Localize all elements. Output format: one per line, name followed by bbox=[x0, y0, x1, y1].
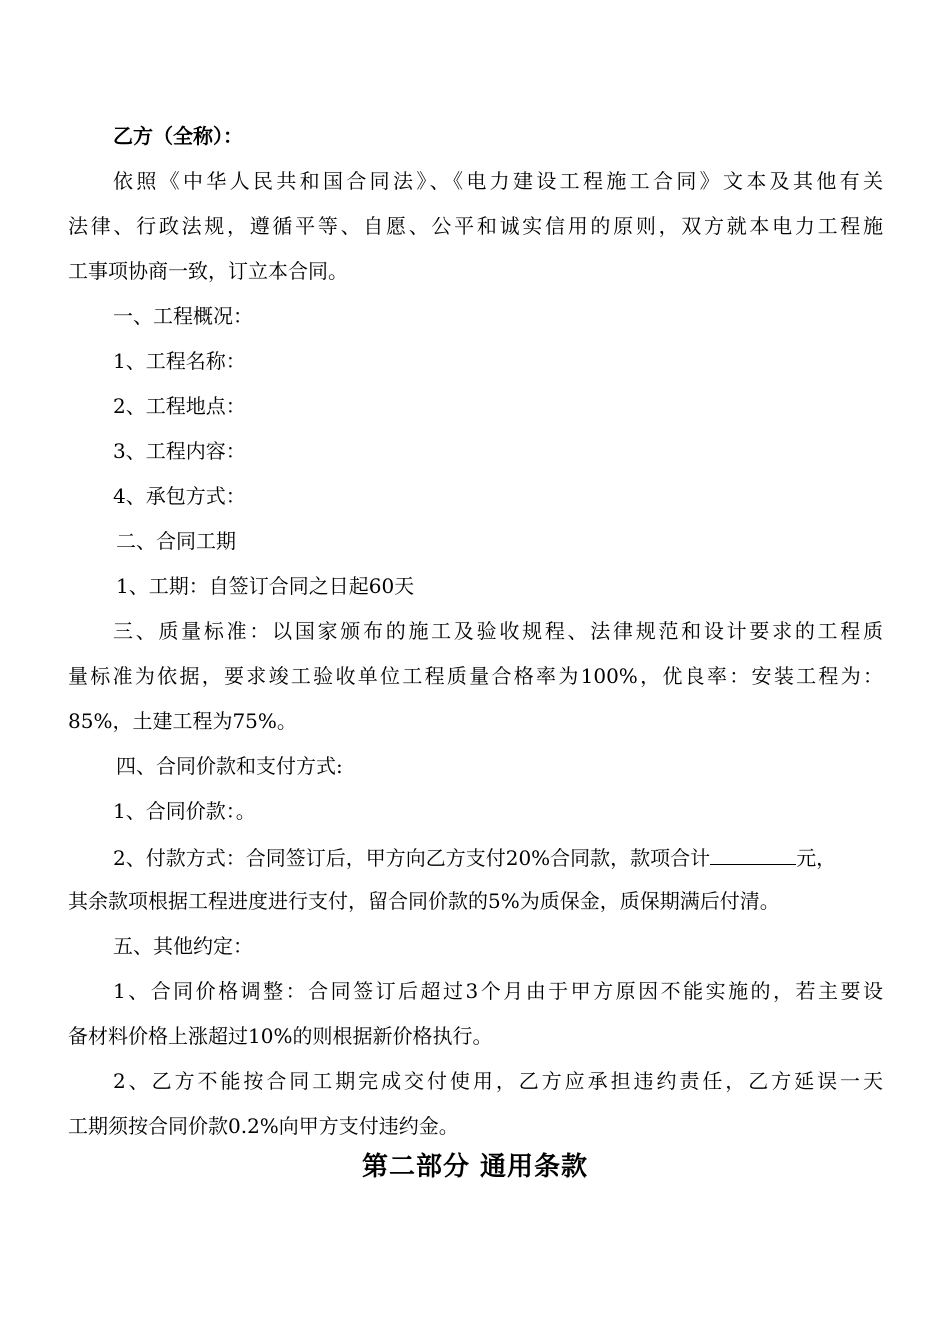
section-1-item: 3、工程内容： bbox=[113, 439, 246, 463]
section-4-item-2-line-1 bbox=[113, 842, 883, 872]
section-2-heading: 二、合同工期 bbox=[116, 529, 236, 553]
amount-blank[interactable] bbox=[710, 842, 796, 865]
party-b-label: 乙方（全称）： bbox=[113, 124, 243, 148]
intro-line-2: 法律、行政法规，遵循平等、自愿、公平和诚实信用的原则，双方就本电力工程施 bbox=[68, 214, 883, 238]
section-5-heading: 五、其他约定： bbox=[113, 934, 253, 958]
part-2-title: 第二部分 通用条款 bbox=[361, 1152, 589, 1182]
section-3-line-3: 85%，土建工程为75%。 bbox=[68, 709, 297, 733]
section-1-item: 1、工程名称： bbox=[113, 349, 246, 373]
section-3-line-2: 量标准为依据，要求竣工验收单位工程质量合格率为100%，优良率：安装工程为： bbox=[68, 664, 883, 688]
section-5-item-1-line-1: 1、合同价格调整：合同签订后超过3个月由于甲方原因不能实施的，若主要设 bbox=[113, 979, 883, 1003]
section-5-item-2-line-1: 2、乙方不能按合同工期完成交付使用，乙方应承担违约责任，乙方延误一天 bbox=[113, 1069, 883, 1093]
intro-line-1: 依照《中华人民共和国合同法》、《电力建设工程施工合同》文本及其他有关 bbox=[113, 169, 883, 193]
payment-unit: 元， bbox=[796, 846, 837, 870]
payment-text: 2、付款方式：合同签订后，甲方向乙方支付20%合同款，款项合计 bbox=[113, 846, 711, 870]
section-5-item-2-line-2: 工期须按合同价款0.2%向甲方支付违约金。 bbox=[68, 1114, 459, 1138]
section-4-item-1: 1、合同价款：。 bbox=[113, 799, 256, 823]
section-1-item: 2、工程地点： bbox=[113, 394, 246, 418]
section-2-item: 1、工期：自签订合同之日起60天 bbox=[116, 574, 415, 598]
section-5-item-1-line-2: 备材料价格上涨超过10%的则根据新价格执行。 bbox=[68, 1024, 493, 1048]
section-3-line-1: 三、质量标准：以国家颁布的施工及验收规程、法律规范和设计要求的工程质 bbox=[113, 619, 883, 643]
section-4-item-2-line-2: 其余款项根据工程进度进行支付，留合同价款的5%为质保金，质保期满后付清。 bbox=[68, 889, 780, 913]
section-1-item: 4、承包方式： bbox=[113, 484, 246, 508]
section-4-heading: 四、合同价款和支付方式: bbox=[116, 754, 343, 778]
section-1-heading: 一、工程概况： bbox=[113, 304, 253, 328]
intro-line-3: 工事项协商一致，订立本合同。 bbox=[68, 259, 348, 283]
